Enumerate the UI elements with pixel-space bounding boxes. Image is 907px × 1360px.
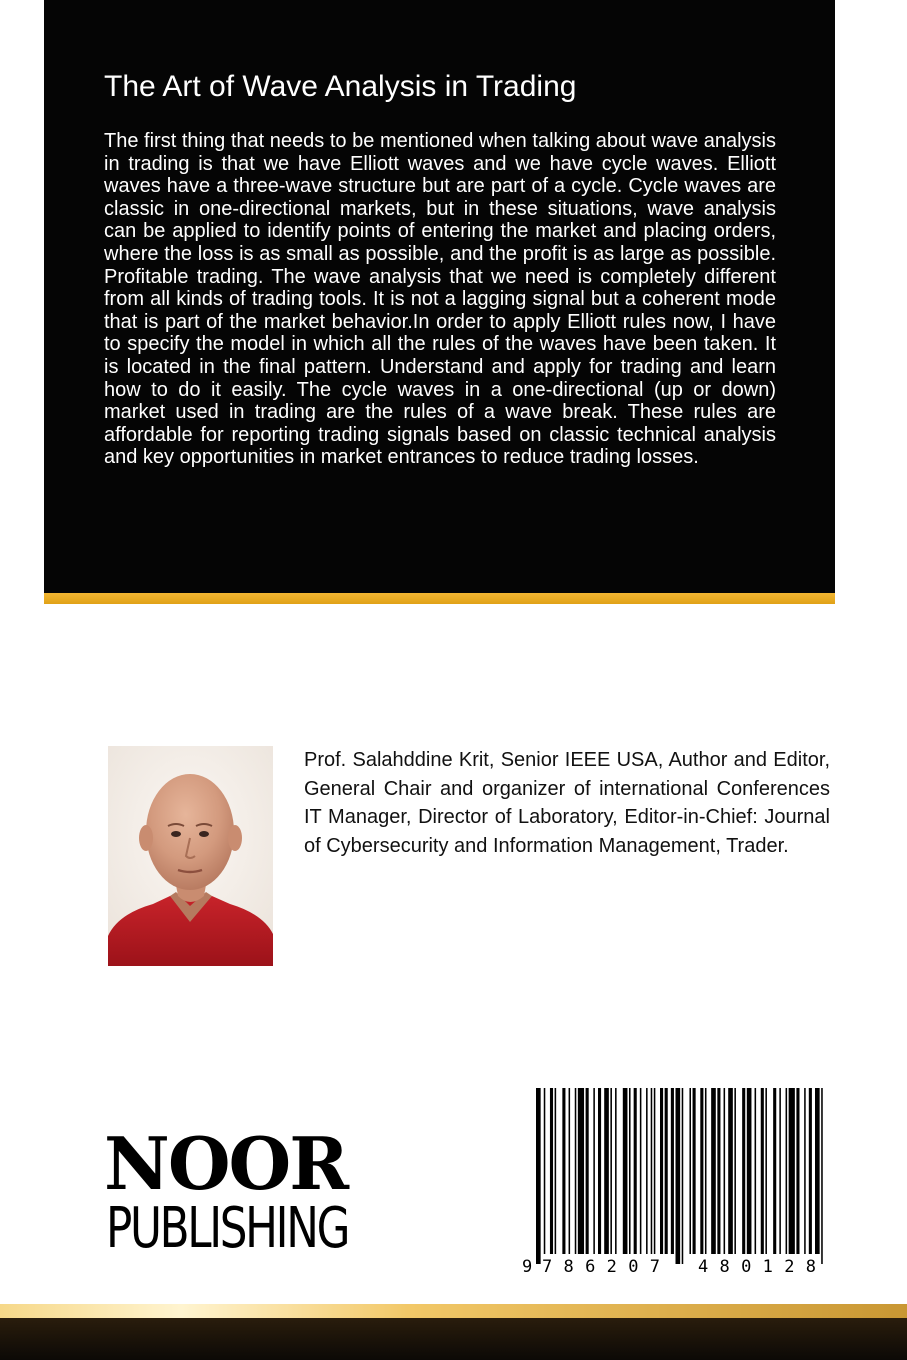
barcode-bar — [717, 1088, 720, 1254]
barcode-bar — [724, 1088, 726, 1254]
barcode-bar — [796, 1088, 799, 1254]
barcode-bar — [779, 1088, 781, 1254]
barcode-bar — [821, 1088, 823, 1264]
barcode-bar — [689, 1088, 691, 1254]
barcode-bar — [550, 1088, 553, 1254]
barcode-bar — [682, 1088, 684, 1264]
bottom-gold-band — [0, 1304, 907, 1318]
barcode-bar — [700, 1088, 703, 1254]
barcode-digits-left: 786207 — [542, 1257, 660, 1277]
barcode-bar — [634, 1088, 637, 1254]
book-title: The Art of Wave Analysis in Trading — [104, 70, 577, 103]
barcode-bar — [676, 1088, 681, 1264]
publisher-logo-noor: NOOR — [104, 1121, 348, 1206]
bottom-dark-band — [0, 1318, 907, 1360]
barcode-digits-right: 480128 — [698, 1257, 816, 1277]
barcode-bar — [773, 1088, 776, 1254]
barcode-bar — [747, 1088, 752, 1254]
barcode-bar — [755, 1088, 757, 1254]
barcode-bar — [536, 1088, 541, 1264]
barcode-bar — [604, 1088, 609, 1254]
barcode-bar — [569, 1088, 571, 1254]
barcode-bar — [665, 1088, 668, 1254]
author-portrait-image — [108, 746, 273, 966]
barcode-bar — [598, 1088, 601, 1254]
barcode-bar — [562, 1088, 565, 1254]
barcode-bar — [654, 1088, 656, 1254]
barcode-bar — [593, 1088, 595, 1254]
author-biography: Prof. Salahddine Krit, Senior IEEE USA, Author and Editor, General Chair and organizer of international Conferences IT Manager, Director of Laboratory, Editor-in-Chief: Journal of Cybersecurity and Information Management, Trader. — [304, 749, 830, 857]
barcode-bar — [646, 1088, 648, 1254]
barcode-bar — [693, 1088, 696, 1254]
barcode-bar — [789, 1088, 795, 1254]
barcode-bar — [671, 1088, 674, 1254]
barcode-bar — [705, 1088, 707, 1254]
barcode-bar — [765, 1088, 767, 1254]
barcode-bar — [610, 1088, 612, 1254]
barcode-digit-lead: 9 — [522, 1257, 533, 1277]
barcode-bar — [640, 1088, 642, 1254]
barcode-bar — [578, 1088, 584, 1254]
barcode-bar — [786, 1088, 788, 1254]
book-description: The first thing that needs to be mentioned when talking about wave analysis in trading is that we have Elliott waves and we have cycle waves. Elliott waves have a three-wave structure but are part of a cycle. Cycle waves are classic in one-directional markets, but in these situations, wave analysis can be applied to identify points of entering the market and placing orders, where the loss is as small as possible, and the profit is as large as possible. Profitable trading. The wave analysis that we need is completely different from all kinds of trading tools. It is not a lagging signal but a coherent mode that is part of the market behavior.In order to apply Elliott rules now, I have to specify the model in which all the rules of the waves have been taken. It is located in the final pattern. Understand and apply for trading and learn how to do it easily. The cycle waves in a one-directional (up or down) market used in trading are the rules of a wave break. These rules are affordable for reporting trading signals based on classic technical analysis and key opportunities in market entrances to reduce trading losses. — [104, 130, 776, 469]
barcode-bar — [555, 1088, 557, 1254]
barcode-bar — [586, 1088, 589, 1254]
barcode-bar — [742, 1088, 745, 1254]
barcode-bar — [809, 1088, 812, 1254]
barcode-bar — [629, 1088, 631, 1254]
barcode-bar — [711, 1088, 716, 1254]
barcode-bar — [651, 1088, 653, 1254]
barcode-bar — [544, 1088, 546, 1254]
isbn-barcode — [520, 1088, 840, 1288]
barcode-bar — [804, 1088, 806, 1254]
barcode-bar — [734, 1088, 736, 1254]
publisher-logo-publishing: PUBLISHING — [106, 1196, 349, 1261]
barcode-bar — [575, 1088, 577, 1254]
barcode-bar — [728, 1088, 733, 1254]
gold-divider — [44, 593, 835, 604]
barcode-bar — [615, 1088, 617, 1254]
barcode-bar — [660, 1088, 663, 1254]
barcode-bar — [815, 1088, 820, 1254]
barcode-bar — [623, 1088, 628, 1254]
author-photo — [108, 746, 273, 966]
barcode-bar — [761, 1088, 764, 1254]
